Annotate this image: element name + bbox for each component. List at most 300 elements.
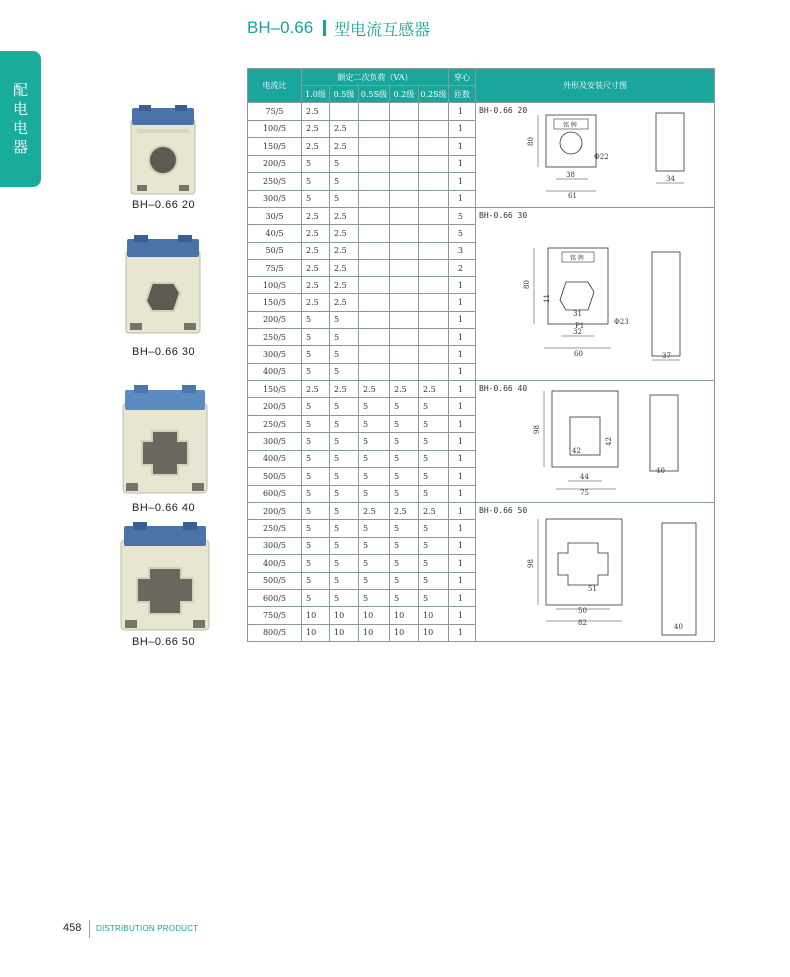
load-cell — [359, 138, 390, 156]
load-cell: 5 — [302, 346, 330, 363]
load-cell — [359, 208, 390, 225]
front-outline — [546, 519, 622, 605]
front-outline — [552, 391, 618, 467]
through-hole — [558, 543, 608, 585]
turns-cell: 1 — [449, 468, 476, 485]
ratio-cell: 250/5 — [248, 329, 302, 346]
dimension-label: 98 — [533, 425, 541, 434]
header-class: 0.5S级 — [359, 86, 390, 103]
load-cell: 2.5 — [390, 503, 419, 520]
page-number: 458 — [63, 922, 82, 934]
ratio-cell: 600/5 — [248, 485, 302, 502]
ratio-cell: 200/5 — [248, 155, 302, 173]
load-cell: 5 — [390, 589, 419, 606]
dimension-label: 61 — [568, 192, 577, 200]
load-cell: 5 — [390, 572, 419, 589]
load-cell: 10 — [419, 607, 449, 624]
load-cell: 5 — [419, 450, 449, 467]
ratio-cell: 50/5 — [248, 242, 302, 259]
product-image-bh40 — [120, 385, 210, 495]
load-cell — [419, 329, 449, 346]
load-cell — [419, 311, 449, 328]
dimension-label: 60 — [574, 350, 583, 358]
nameplate-label: 铭 牌 — [570, 255, 584, 262]
load-cell — [419, 225, 449, 242]
dimension-label: 11 — [543, 294, 551, 303]
load-cell — [390, 208, 419, 225]
load-cell: 2.5 — [419, 381, 449, 398]
dimension-label: 42 — [605, 437, 613, 446]
footer-label: DISTRIBUTION PRODUCT — [96, 924, 199, 933]
load-cell: 5 — [359, 450, 390, 467]
side-outline — [662, 523, 696, 635]
turns-cell: 1 — [449, 120, 476, 138]
load-cell: 5 — [302, 537, 330, 554]
drawing-cell — [476, 208, 715, 381]
load-cell — [390, 120, 419, 138]
product-caption: BH–0.66 20 — [132, 199, 196, 211]
load-cell — [419, 294, 449, 311]
load-cell: 2.5 — [330, 242, 359, 259]
dimension-label: 80 — [523, 280, 531, 289]
dimension-label: 31 — [573, 310, 582, 318]
load-cell — [390, 155, 419, 173]
turns-cell: 1 — [449, 433, 476, 450]
load-cell — [419, 138, 449, 156]
load-cell — [359, 173, 390, 191]
ratio-cell: 800/5 — [248, 624, 302, 641]
load-cell — [390, 103, 419, 121]
dimension-drawing — [476, 381, 714, 500]
ratio-cell: 300/5 — [248, 537, 302, 554]
load-cell: 2.5 — [330, 208, 359, 225]
load-cell: 2.5 — [330, 120, 359, 138]
load-cell: 5 — [330, 485, 359, 502]
load-cell: 2.5 — [359, 381, 390, 398]
load-cell — [419, 277, 449, 294]
load-cell: 5 — [330, 398, 359, 415]
load-cell: 5 — [302, 311, 330, 328]
header-turns-2: 匝数 — [449, 86, 476, 103]
side-tab-char: 配 — [12, 81, 28, 99]
load-cell: 5 — [330, 311, 359, 328]
load-cell: 5 — [359, 555, 390, 572]
dimension-label: 82 — [578, 619, 587, 627]
header-turns: 穿心 — [449, 69, 476, 86]
load-cell: 5 — [302, 398, 330, 415]
turns-cell: 2 — [449, 259, 476, 276]
load-cell: 2.5 — [419, 503, 449, 520]
load-cell: 5 — [330, 173, 359, 191]
turns-cell: 1 — [449, 607, 476, 624]
load-cell: 2.5 — [330, 259, 359, 276]
load-cell — [390, 259, 419, 276]
nameplate-label: 铭 牌 — [563, 122, 577, 129]
table-row — [248, 503, 715, 520]
load-cell: 2.5 — [302, 259, 330, 276]
ratio-cell: 150/5 — [248, 138, 302, 156]
drawing-cell — [476, 381, 715, 503]
load-cell: 5 — [302, 173, 330, 191]
load-cell — [330, 103, 359, 121]
turns-cell: 1 — [449, 398, 476, 415]
turns-cell: 1 — [449, 138, 476, 156]
load-cell — [390, 225, 419, 242]
ratio-cell: 750/5 — [248, 607, 302, 624]
load-cell: 5 — [419, 398, 449, 415]
turns-cell: 1 — [449, 589, 476, 606]
table-row — [248, 381, 715, 398]
load-cell: 5 — [390, 555, 419, 572]
load-cell: 5 — [330, 589, 359, 606]
through-hole — [560, 282, 594, 310]
side-outline — [652, 252, 680, 356]
turns-cell: 1 — [449, 485, 476, 502]
load-cell: 5 — [359, 433, 390, 450]
load-cell: 5 — [359, 468, 390, 485]
dimension-label: 40 — [674, 623, 683, 631]
dimension-label: 38 — [566, 171, 575, 179]
load-cell: 5 — [419, 555, 449, 572]
load-cell: 5 — [302, 589, 330, 606]
load-cell: 5 — [359, 572, 390, 589]
turns-cell: 1 — [449, 520, 476, 537]
side-tab-char: 电 — [12, 119, 28, 137]
load-cell: 2.5 — [302, 120, 330, 138]
load-cell: 5 — [302, 520, 330, 537]
load-cell: 5 — [330, 433, 359, 450]
turns-cell: 1 — [449, 277, 476, 294]
title-name: 型电流互感器 — [334, 19, 431, 39]
turns-cell: 1 — [449, 555, 476, 572]
drawing-label: BH-0.66 40 — [479, 384, 528, 393]
load-cell: 5 — [330, 415, 359, 432]
load-cell: 5 — [330, 572, 359, 589]
ratio-cell: 75/5 — [248, 259, 302, 276]
load-cell — [390, 173, 419, 191]
product-image-bh20 — [127, 105, 199, 197]
header-load-group: 额定二次负荷（VA） — [302, 69, 449, 86]
ratio-cell: 200/5 — [248, 398, 302, 415]
dimension-label: 51 — [588, 585, 597, 593]
table-row — [248, 208, 715, 225]
load-cell: 5 — [419, 520, 449, 537]
turns-cell: 1 — [449, 363, 476, 380]
load-cell — [359, 363, 390, 380]
dimension-label: 50 — [578, 607, 587, 615]
load-cell: 5 — [419, 537, 449, 554]
ratio-cell: 300/5 — [248, 433, 302, 450]
turns-cell: 1 — [449, 415, 476, 432]
load-cell — [419, 242, 449, 259]
load-cell: 10 — [330, 624, 359, 641]
dimension-label: Φ22 — [594, 153, 609, 161]
load-cell: 2.5 — [330, 381, 359, 398]
header-class: 0.2级 — [390, 86, 419, 103]
load-cell — [390, 138, 419, 156]
turns-cell: 5 — [449, 225, 476, 242]
product-caption: BH–0.66 40 — [132, 502, 196, 514]
title-divider — [323, 20, 326, 36]
load-cell — [359, 155, 390, 173]
table-row — [248, 103, 715, 121]
turns-cell: 1 — [449, 103, 476, 121]
ratio-cell: 400/5 — [248, 450, 302, 467]
load-cell: 5 — [390, 415, 419, 432]
dimension-label: 40 — [656, 467, 665, 475]
dimension-label: 37 — [662, 352, 671, 360]
load-cell: 5 — [330, 346, 359, 363]
dimension-label: P1 — [575, 322, 585, 330]
turns-cell: 3 — [449, 242, 476, 259]
load-cell: 5 — [359, 537, 390, 554]
dimension-label: 98 — [527, 559, 535, 568]
load-cell: 5 — [330, 503, 359, 520]
dimension-label: Φ23 — [614, 318, 629, 326]
ratio-cell: 600/5 — [248, 589, 302, 606]
load-cell: 2.5 — [302, 225, 330, 242]
load-cell: 5 — [330, 537, 359, 554]
load-cell: 5 — [302, 329, 330, 346]
load-cell: 10 — [359, 607, 390, 624]
load-cell: 10 — [330, 607, 359, 624]
ratio-cell: 100/5 — [248, 277, 302, 294]
side-tab-char: 电 — [12, 100, 28, 118]
load-cell: 5 — [390, 537, 419, 554]
load-cell: 10 — [419, 624, 449, 641]
product-image-bh30 — [122, 235, 204, 335]
product-image-bh50 — [119, 522, 211, 632]
header-class: 0.5级 — [330, 86, 359, 103]
load-cell: 5 — [419, 589, 449, 606]
load-cell: 5 — [330, 555, 359, 572]
load-cell: 5 — [302, 433, 330, 450]
load-cell — [359, 294, 390, 311]
load-cell: 5 — [359, 520, 390, 537]
load-cell — [359, 329, 390, 346]
load-cell — [419, 259, 449, 276]
load-cell: 5 — [419, 415, 449, 432]
load-cell: 5 — [419, 485, 449, 502]
load-cell: 5 — [419, 433, 449, 450]
load-cell — [359, 103, 390, 121]
load-cell: 5 — [302, 572, 330, 589]
ratio-cell: 500/5 — [248, 468, 302, 485]
load-cell: 5 — [302, 415, 330, 432]
ratio-cell: 100/5 — [248, 120, 302, 138]
load-cell: 5 — [390, 450, 419, 467]
turns-cell: 1 — [449, 173, 476, 191]
load-cell: 5 — [390, 398, 419, 415]
drawing-cell — [476, 103, 715, 208]
header-drawing: 外形及安装尺寸图 — [476, 69, 715, 103]
drawing-label: BH-0.66 30 — [479, 211, 528, 220]
turns-cell: 1 — [449, 294, 476, 311]
load-cell: 10 — [390, 624, 419, 641]
load-cell — [419, 363, 449, 380]
drawing-label: BH-0.66 50 — [479, 506, 528, 515]
load-cell — [359, 311, 390, 328]
load-cell: 2.5 — [302, 103, 330, 121]
load-cell: 5 — [359, 398, 390, 415]
ratio-cell: 300/5 — [248, 190, 302, 208]
load-cell — [359, 346, 390, 363]
load-cell: 2.5 — [330, 138, 359, 156]
load-cell — [419, 120, 449, 138]
load-cell — [419, 190, 449, 208]
load-cell: 5 — [330, 450, 359, 467]
load-cell: 5 — [359, 589, 390, 606]
ratio-cell: 150/5 — [248, 294, 302, 311]
turns-cell: 1 — [449, 624, 476, 641]
ratio-cell: 250/5 — [248, 520, 302, 537]
load-cell — [419, 103, 449, 121]
ratio-cell: 250/5 — [248, 173, 302, 191]
turns-cell: 1 — [449, 537, 476, 554]
load-cell: 5 — [359, 415, 390, 432]
title-model: BH–0.66 — [247, 18, 314, 37]
section-side-tab — [0, 51, 41, 187]
load-cell: 2.5 — [359, 503, 390, 520]
turns-cell: 1 — [449, 346, 476, 363]
load-cell — [390, 311, 419, 328]
load-cell — [419, 208, 449, 225]
through-hole — [560, 132, 582, 154]
load-cell — [359, 242, 390, 259]
header-ratio: 电流比 — [248, 69, 302, 103]
turns-cell: 1 — [449, 155, 476, 173]
load-cell: 10 — [302, 624, 330, 641]
header-class: 0.2S级 — [419, 86, 449, 103]
load-cell: 2.5 — [302, 242, 330, 259]
load-cell: 2.5 — [390, 381, 419, 398]
turns-cell: 1 — [449, 381, 476, 398]
load-cell — [390, 346, 419, 363]
load-cell — [359, 120, 390, 138]
load-cell: 5 — [302, 190, 330, 208]
ratio-cell: 300/5 — [248, 346, 302, 363]
ratio-cell: 200/5 — [248, 311, 302, 328]
ratio-cell: 400/5 — [248, 555, 302, 572]
load-cell — [359, 277, 390, 294]
header-class: 1.0级 — [302, 86, 330, 103]
ratio-cell: 200/5 — [248, 503, 302, 520]
turns-cell: 5 — [449, 208, 476, 225]
ratio-cell: 30/5 — [248, 208, 302, 225]
footer-divider — [89, 920, 90, 938]
side-outline — [656, 113, 684, 171]
dimension-label: 42 — [572, 447, 581, 455]
load-cell: 10 — [390, 607, 419, 624]
load-cell: 2.5 — [330, 294, 359, 311]
load-cell: 5 — [390, 520, 419, 537]
dimension-label: 80 — [527, 137, 535, 146]
side-outline — [650, 395, 678, 471]
load-cell — [390, 294, 419, 311]
load-cell: 5 — [390, 433, 419, 450]
load-cell: 2.5 — [302, 208, 330, 225]
load-cell — [390, 242, 419, 259]
load-cell: 5 — [302, 555, 330, 572]
load-cell: 5 — [330, 468, 359, 485]
ratio-cell: 75/5 — [248, 103, 302, 121]
load-cell: 5 — [330, 363, 359, 380]
load-cell: 5 — [330, 520, 359, 537]
load-cell: 5 — [359, 485, 390, 502]
load-cell: 2.5 — [302, 381, 330, 398]
load-cell — [390, 363, 419, 380]
ratio-cell: 500/5 — [248, 572, 302, 589]
turns-cell: 1 — [449, 311, 476, 328]
load-cell: 2.5 — [302, 138, 330, 156]
dimension-drawing — [476, 208, 714, 378]
load-cell: 2.5 — [302, 294, 330, 311]
load-cell: 5 — [302, 485, 330, 502]
load-cell: 5 — [302, 468, 330, 485]
load-cell: 5 — [302, 503, 330, 520]
load-cell — [390, 190, 419, 208]
ratio-cell: 250/5 — [248, 415, 302, 432]
drawing-cell — [476, 503, 715, 642]
dimension-label: 34 — [666, 175, 675, 183]
drawing-label: BH-0.66 20 — [479, 106, 528, 115]
load-cell — [419, 173, 449, 191]
load-cell — [390, 329, 419, 346]
load-cell: 2.5 — [330, 225, 359, 242]
spec-table-body — [248, 103, 715, 642]
turns-cell: 1 — [449, 329, 476, 346]
load-cell: 5 — [390, 485, 419, 502]
ratio-cell: 40/5 — [248, 225, 302, 242]
turns-cell: 1 — [449, 450, 476, 467]
load-cell — [419, 155, 449, 173]
load-cell: 5 — [302, 363, 330, 380]
load-cell: 5 — [330, 329, 359, 346]
load-cell — [419, 346, 449, 363]
load-cell — [359, 259, 390, 276]
dimension-label: 32 — [573, 328, 582, 336]
load-cell: 5 — [302, 155, 330, 173]
dimension-drawing — [476, 503, 714, 639]
turns-cell: 1 — [449, 503, 476, 520]
dimension-label: 75 — [580, 489, 589, 497]
load-cell: 5 — [330, 155, 359, 173]
load-cell: 5 — [390, 468, 419, 485]
load-cell: 5 — [419, 572, 449, 589]
load-cell — [359, 190, 390, 208]
turns-cell: 1 — [449, 190, 476, 208]
dimension-drawing — [476, 103, 714, 205]
load-cell: 10 — [359, 624, 390, 641]
side-tab-char: 器 — [12, 138, 28, 156]
load-cell — [390, 277, 419, 294]
turns-cell: 1 — [449, 572, 476, 589]
load-cell: 2.5 — [330, 277, 359, 294]
page-title — [247, 16, 430, 40]
dimension-label: 44 — [580, 473, 589, 481]
load-cell: 5 — [302, 450, 330, 467]
product-caption: BH–0.66 30 — [132, 346, 196, 358]
load-cell: 10 — [302, 607, 330, 624]
ratio-cell: 150/5 — [248, 381, 302, 398]
spec-table — [247, 68, 715, 642]
load-cell: 5 — [419, 468, 449, 485]
load-cell — [359, 225, 390, 242]
load-cell: 5 — [330, 190, 359, 208]
ratio-cell: 400/5 — [248, 363, 302, 380]
load-cell: 2.5 — [302, 277, 330, 294]
product-caption: BH–0.66 50 — [132, 636, 196, 648]
